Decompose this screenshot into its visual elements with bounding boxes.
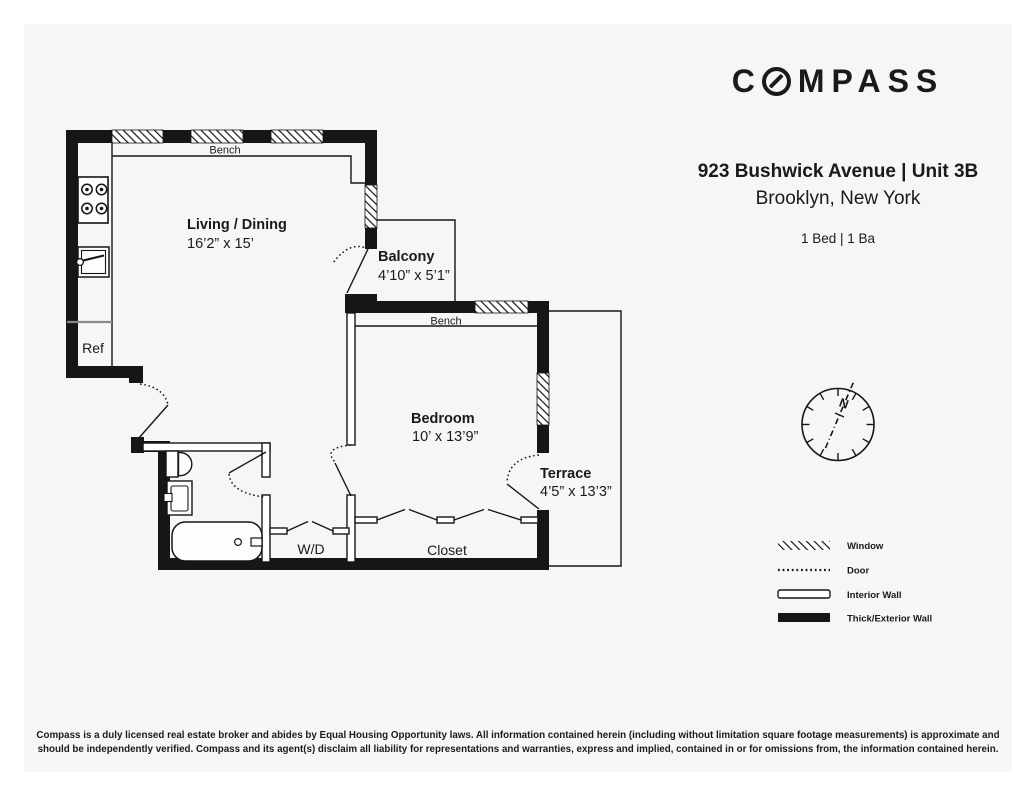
bathroom-door-arc [229,474,264,497]
bed-bath-summary: 1 Bed | 1 Ba [800,231,876,246]
compass-logo-right: MPASS [797,63,945,99]
exterior-walls [66,130,549,570]
disclaimer-line-1: Compass is a duly licensed real estate broker and abides by Equal Housing Opportunity laws. All information contained herein (including without limitation square footage measurements) is approximate and [36,730,1000,741]
kitchen-stove [78,177,108,223]
legend-interior-wall-swatch [778,590,830,598]
disclaimer [24,729,1012,756]
living-bench-line [112,156,365,183]
windows [112,130,549,425]
bathroom-door-leaf [229,452,266,473]
room-dim-terrace: 4’5” x 13’3” [540,484,612,500]
closet-label: Closet [427,542,467,558]
room-label-balcony: Balcony [378,249,435,265]
terrace-door-arc [507,455,539,483]
room-label-terrace: Terrace [540,466,592,482]
bathroom-sink [164,481,192,515]
compass-needle-cross [835,413,844,417]
bedroom-door-leaf [335,463,351,496]
room-dim-living-dining: 16’2” x 15’ [187,236,254,252]
bench-label-bedroom: Bench [430,315,462,328]
wd-bifold-doors [287,522,333,532]
door-arcs [140,246,539,497]
kitchen-sink [77,247,109,277]
bathtub [172,522,262,561]
bedroom-door-arc [331,445,351,462]
room-dim-bedroom: 10’ x 13’9” [412,429,479,445]
room-label-bedroom: Bedroom [411,411,475,427]
disclaimer-line-2: should be independently verified. Compass and its agent(s) disclaim all liability for representations and warranties, express and implied, contained in or for omissions from, the information contained herein. [37,743,999,755]
room-dim-balcony: 4’10” x 5’1” [378,268,450,284]
legend-door-label: Door [847,565,870,577]
refrigerator-label: Ref [82,340,104,356]
north-label: N [837,395,851,412]
legend-thick-wall-label: Thick/Exterior Wall [847,613,933,625]
toilet [166,451,192,477]
address-line: 923 Bushwick Avenue | Unit 3B [697,161,979,182]
legend [778,541,932,625]
balcony-door-leaf [347,249,368,293]
legend-window-label: Window [847,541,884,552]
compass-rose [802,382,874,461]
entry-door-arc [140,384,168,405]
door-leaves [138,249,539,531]
legend-interior-wall-label: Interior Wall [847,590,902,601]
compass-logo-left: C [731,63,755,99]
entry-door-leaf [138,405,168,439]
legend-thick-wall-swatch [778,613,830,622]
washer-dryer-label: W/D [297,541,325,557]
terrace-door-leaf [507,484,539,509]
bench-label-living: Bench [209,144,241,157]
room-label-living-dining: Living / Dining [187,217,287,233]
city-line: Brooklyn, New York [755,188,921,209]
legend-window-swatch [778,541,830,550]
terrace-outline [549,311,621,566]
